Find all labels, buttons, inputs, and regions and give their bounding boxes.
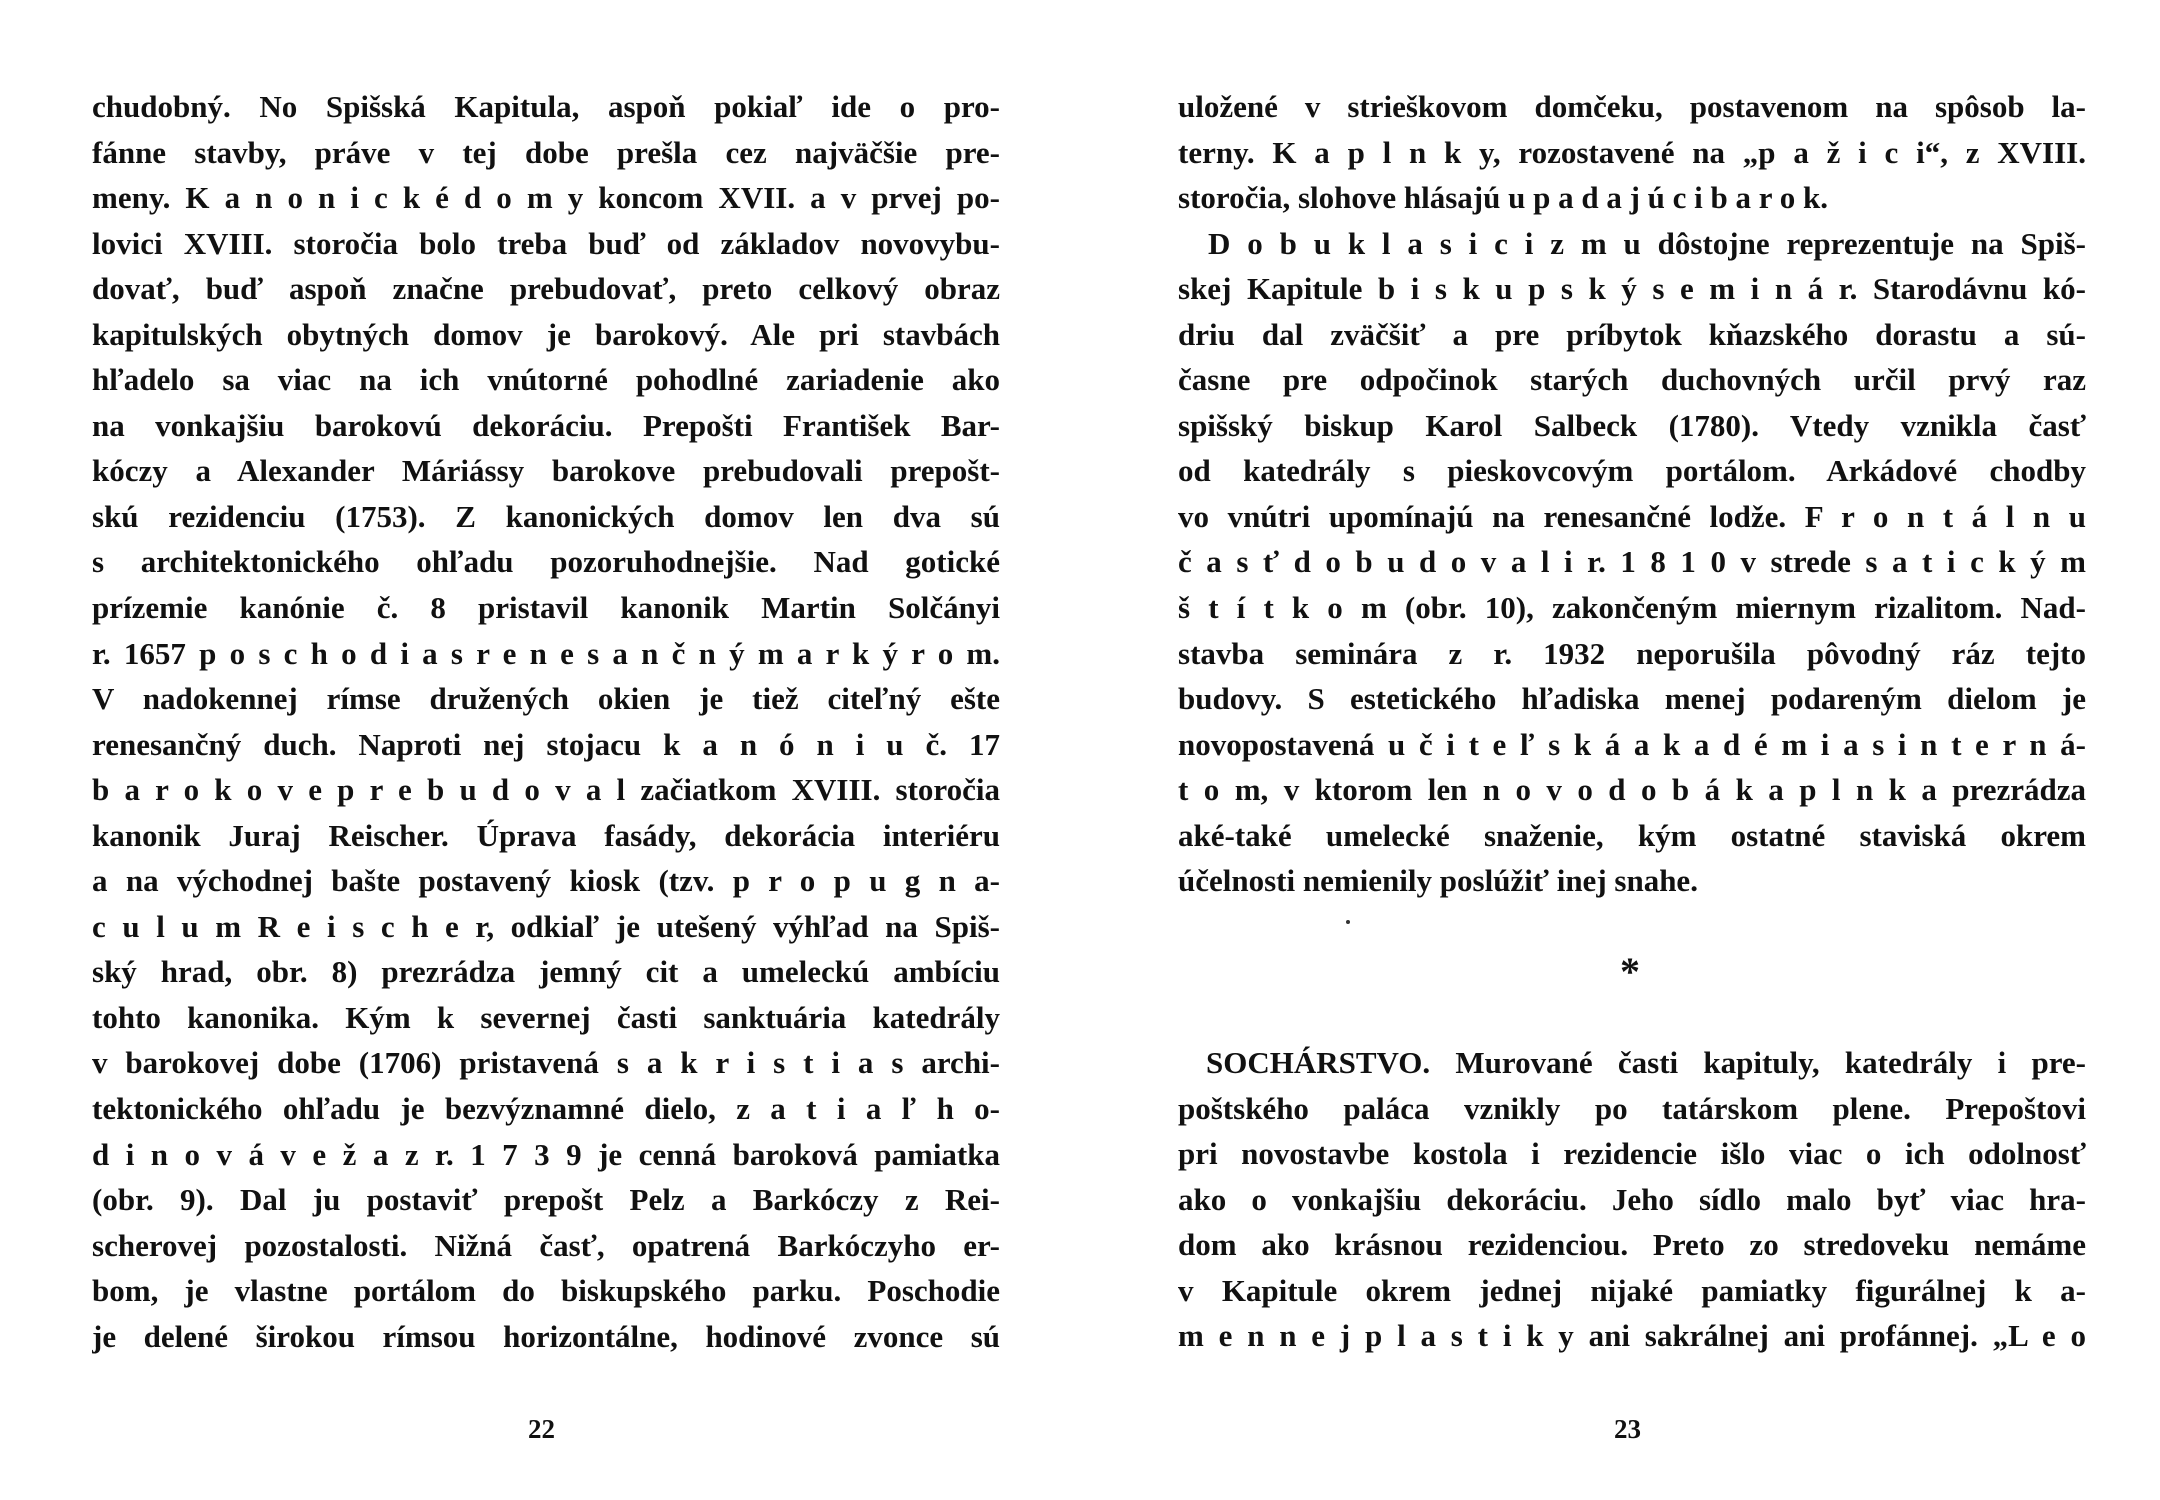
text-line: kapitulských obytných domov je barokový. Ale pri stavbách — [92, 316, 1000, 352]
text-line: t o m, v ktorom len n o v o d o b á k a p l n k a prezrádza — [1178, 772, 2086, 808]
text-line: tektonického ohľadu je bezvýznamné dielo, z a t i a ľ h o- — [92, 1091, 1000, 1127]
text-line: (obr. 9). Dal ju postaviť prepošt Pelz a Barkóczy z Rei- — [92, 1182, 1000, 1218]
section-separator: * — [1620, 949, 1640, 994]
text-line: renesančný duch. Naproti nej stojacu k a n ó n i u č. 17 — [92, 726, 1000, 762]
text-line: ský hrad, obr. 8) prezrádza jemný cit a umeleckú ambíciu — [92, 954, 1000, 990]
text-line: c u l u m R e i s c h e r, odkiaľ je utešený výhľad na Spiš- — [92, 908, 1000, 944]
text-line: novopostavená u č i t e ľ s k á a k a d é m i a s i n t e r n á- — [1178, 726, 2086, 762]
text-line: v Kapitule okrem jednej nijaké pamiatky figurálnej k a- — [1178, 1272, 2086, 1308]
right-page-text — [1178, 84, 2086, 904]
text-line: lovici XVIII. storočia bolo treba buď od základov novovybu- — [92, 225, 1000, 261]
text-line: stavba seminára z r. 1932 neporušila pôvodný ráz tejto — [1178, 635, 2086, 671]
text-line: terny. K a p l n k y, rozostavené na „p a ž i c i“, z XVIII. — [1178, 134, 2086, 170]
text-line: SOCHÁRSTVO. Murované časti kapituly, katedrály i pre- — [1206, 1045, 2086, 1080]
text-line: pri novostavbe kostola i rezidencie išlo viac o ich odolnosť — [1178, 1136, 2086, 1172]
text-line: č a s ť d o b u d o v a l i r. 1 8 1 0 v strede s a t i c k ý m — [1178, 544, 2086, 580]
page-number-left: 22 — [528, 1414, 555, 1444]
text-line: na vonkajšiu barokovú dekoráciu. Prepošti František Bar- — [92, 407, 1000, 443]
text-line: uložené v strieškovom domčeku, postavenom na spôsob la- — [1178, 89, 2086, 124]
text-line: skú rezidenciu (1753). Z kanonických domov len dva sú — [92, 498, 1000, 534]
text-line: ako o vonkajšiu dekoráciu. Jeho sídlo malo byť viac hra- — [1178, 1181, 2086, 1217]
text-line: prízemie kanónie č. 8 pristavil kanonik Martin Solčányi — [92, 590, 1000, 626]
text-line: storočia, slohove hlásajú u p a d a j ú c i b a r o k. — [1178, 180, 1828, 216]
text-line: poštského paláca vznikly po tatárskom plene. Prepoštovi — [1178, 1090, 2086, 1126]
text-line: v barokovej dobe (1706) pristavená s a k r i s t i a s archi- — [92, 1045, 1000, 1081]
text-line: dovať, buď aspoň značne prebudovať, preto celkový obraz — [92, 271, 1000, 307]
text-line: d i n o v á v e ž a z r. 1 7 3 9 je cenná baroková pamiatka — [92, 1136, 1000, 1172]
socharstvo-paragraph — [1178, 1040, 2086, 1359]
text-line: aké-také umelecké snaženie, kým ostatné staviská okrem — [1178, 817, 2086, 853]
stray-dot — [1346, 920, 1350, 924]
text-line: dom ako krásnou rezidenciou. Preto zo stredoveku nemáme — [1178, 1227, 2086, 1263]
text-line: kóczy a Alexander Máriássy barokove prebudovali prepošt- — [92, 453, 1000, 489]
page-number-right: 23 — [1614, 1414, 1641, 1444]
text-line: fánne stavby, práve v tej dobe prešla cez najväčšie pre- — [92, 134, 1000, 170]
text-line: D o b u k l a s i c i z m u dôstojne reprezentuje na Spiš- — [1208, 225, 2086, 261]
text-line: od katedrály s pieskovcovým portálom. Arkádové chodby — [1178, 453, 2086, 489]
text-line: účelnosti nemienily poslúžiť inej snahe. — [1178, 863, 1698, 899]
text-line: š t í t k o m (obr. 10), zakončeným miernym rizalitom. Nad- — [1178, 590, 2086, 626]
text-line: b a r o k o v e p r e b u d o v a l začiatkom XVIII. storočia — [92, 772, 1000, 808]
text-line: r. 1657 p o s c h o d i a s r e n e s a n č n ý m a r k ý r o m. — [92, 635, 1000, 671]
left-page-text — [92, 84, 1000, 1359]
text-line: je delené širokou rímsou horizontálne, hodinové zvonce sú — [92, 1318, 1000, 1354]
text-line: budovy. S estetického hľadiska menej podareným dielom je — [1178, 681, 2086, 717]
text-line: spišský biskup Karol Salbeck (1780). Vtedy vznikla časť — [1178, 407, 2086, 443]
text-line: kanonik Juraj Reischer. Úprava fasády, dekorácia interiéru — [92, 817, 1000, 853]
text-line: V nadokennej rímse družených okien je tiež citeľný ešte — [92, 681, 1000, 717]
text-line: driu dal zväčšiť a pre príbytok kňazského dorastu a sú- — [1178, 316, 2086, 352]
text-line: chudobný. No Spišská Kapitula, aspoň pokiaľ ide o pro- — [92, 89, 1000, 124]
text-line: vo vnútri upomínajú na renesančné lodže. F r o n t á l n u — [1178, 498, 2086, 534]
text-line: a na východnej bašte postavený kiosk (tzv. p r o p u g n a- — [92, 863, 1000, 899]
text-line: skej Kapitule b i s k u p s k ý s e m i n á r. Starodávnu kó- — [1178, 271, 2086, 307]
text-line: m e n n e j p l a s t i k y ani sakrálnej ani profánnej. „L e o — [1178, 1318, 2086, 1354]
text-line: časne pre odpočinok starých duchovných určil prvý raz — [1178, 362, 2086, 398]
text-line: bom, je vlastne portálom do biskupského parku. Poschodie — [92, 1273, 1000, 1309]
text-line: s architektonického ohľadu pozoruhodnejšie. Nad gotické — [92, 544, 1000, 580]
text-line: hľadelo sa viac na ich vnútorné pohodlné zariadenie ako — [92, 362, 1000, 398]
text-line: tohto kanonika. Kým k severnej časti sanktuária katedrály — [92, 999, 1000, 1035]
text-line: scherovej pozostalosti. Nižná časť, opatrená Barkóczyho er- — [92, 1227, 1000, 1263]
text-line: meny. K a n o n i c k é d o m y koncom XVII. a v prvej po- — [92, 180, 1000, 216]
